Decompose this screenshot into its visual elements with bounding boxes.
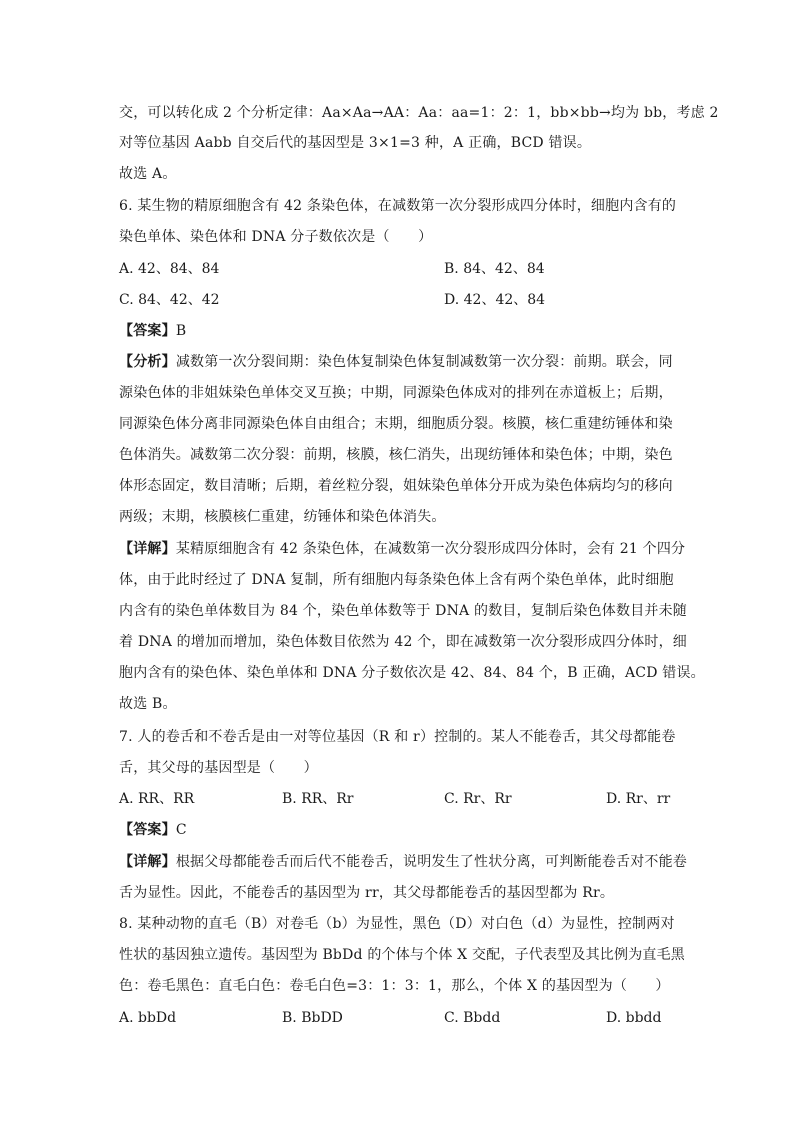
q8-stem-line-2: 性状的基因独立遗传。基因型为 BbDd 的个体与个体 X 交配，子代表型及其比例为直毛黑 [119,947,686,963]
prev-explanation-line-2: 对等位基因 Aabb 自交后代的基因型是 3×1=3 种，A 正确，BCD 错误。 [119,135,592,151]
q6-stem-line-2: 染色单体、染色体和 DNA 分子数依次是（ ） [119,229,433,245]
q6-analysis-line-5: 体形态固定，数目清晰；后期，着丝粒分裂，姐妹染色单体分开成为染色体病均匀的移向 [119,478,673,494]
answer-tag: 【答案】 [119,323,176,339]
detail-tag: 【详解】 [119,854,176,870]
q7-stem-line-1: 7. 人的卷舌和不卷舌是由一对等位基因（R 和 r）控制的。某人不能卷舌，其父母都能卷 [119,729,676,745]
q6-analysis-line-2: 源染色体的非姐妹染色单体交叉互换；中期，同源染色体成对的排列在赤道板上；后期， [119,385,673,401]
q7-option-a: A. RR、RR [119,791,195,807]
q6-detail-line-4: 着 DNA 的增加而增加，染色体数目依然为 42 个，即在减数第一次分裂形成四分体时，细 [119,634,687,650]
q8-option-c: C. Bbdd [444,1010,501,1026]
q6-conclusion: 故选 B。 [119,696,177,712]
q6-detail-line-5: 胞内含有的染色体、染色单体和 DNA 分子数依次是 42、84、84 个，B 正确，ACD 错误。 [119,665,705,681]
q7-detail-line-2: 舌为显性。因此，不能卷舌的基因型为 rr，其父母都能卷舌的基因型都为 Rr。 [119,885,615,901]
q7-stem-line-2: 舌，其父母的基因型是（ ） [119,760,318,776]
q6-analysis-line-4: 色体消失。减数第二次分裂：前期，核膜，核仁消失，出现纺锤体和染色体；中期，染色 [119,447,673,463]
q6-analysis-line-1 [119,353,673,371]
q6-option-b: B. 84、42、84 [444,261,545,277]
q6-detail-text-1: 某精原细胞含有 42 条染色体，在减数第一次分裂形成四分体时，会有 21 个四分 [175,541,686,557]
q6-analysis-text-1: 减数第一次分裂间期：染色体复制染色体复制减数第一次分裂：前期。联会，同 [175,354,673,370]
q6-detail-line-2: 体，由于此时经过了 DNA 复制，所有细胞内每条染色体上含有两个染色单体，此时细胞 [119,572,674,588]
q6-stem-line-1: 6. 某生物的精原细胞含有 42 条染色体，在减数第一次分裂形成四分体时，细胞内含有的 [119,198,677,214]
q8-stem-line-3: 色：卷毛黑色：直毛白色：卷毛白色=3：1：3：1，那么，个体 X 的基因型为（ ） [119,978,670,994]
prev-explanation-line-1: 交，可以转化成 2 个分析定律：Aa×Aa→AA：Aa：aa=1：2：1，bb×bb→均为 bb，考虑 2 [119,105,719,121]
q6-detail-line-1 [119,540,685,558]
q6-option-a: A. 42、84、84 [119,261,220,277]
q8-option-a: A. bbDd [119,1010,177,1026]
q6-answer-value: B [175,323,187,339]
q6-detail-line-3: 内含有的染色单体数目为 84 个，染色单体数等于 DNA 的数目，复制后染色体数目并未随 [119,603,687,619]
prev-conclusion: 故选 A。 [119,166,177,182]
q6-answer [119,322,186,340]
q7-answer [119,821,187,839]
q7-option-d: D. Rr、rr [606,791,671,807]
detail-tag: 【详解】 [119,541,176,557]
q6-analysis-line-6: 两级；末期，核膜核仁重建，纺锤体和染色体消失。 [119,509,446,525]
q7-option-c: C. Rr、Rr [444,791,512,807]
q6-option-c: C. 84、42、42 [119,292,220,308]
answer-tag: 【答案】 [119,822,176,838]
q7-option-b: B. RR、Rr [282,791,354,807]
analysis-tag: 【分析】 [119,354,176,370]
q7-answer-value: C [175,822,187,838]
q6-option-d: D. 42、42、84 [444,292,546,308]
q6-analysis-line-3: 同源染色体分离非同源染色体自由组合；末期，细胞质分裂。核膜，核仁重建纺锤体和染 [119,416,673,432]
q8-stem-line-1: 8. 某种动物的直毛（B）对卷毛（b）为显性，黑色（D）对白色（d）为显性，控制两对 [119,916,675,932]
q7-detail-line-1 [119,853,687,871]
q8-option-b: B. BbDD [282,1010,343,1026]
q8-option-d: D. bbdd [606,1010,662,1026]
q7-detail-text-1: 根据父母都能卷舌而后代不能卷舌，说明发生了性状分离，可判断能卷舌对不能卷 [175,854,688,870]
